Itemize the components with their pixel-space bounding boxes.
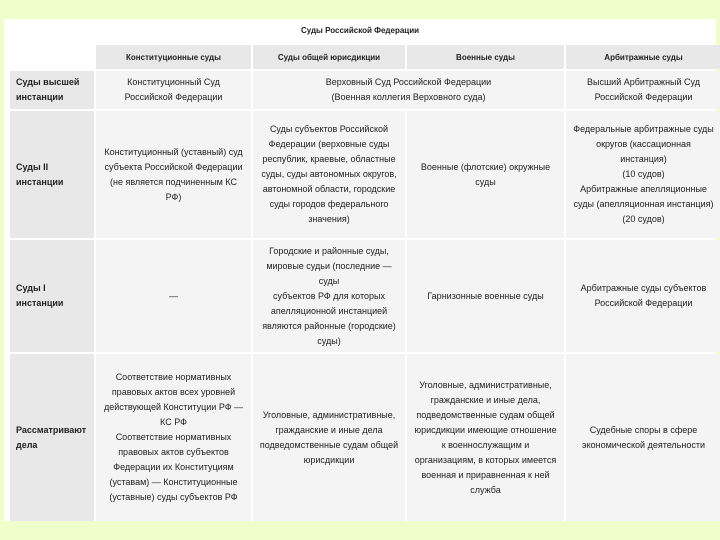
column-header-general: Суды общей юрисдикции: [253, 45, 405, 69]
cell-military-cases: Уголовные, административные, гражданские и иные дела, подведомственные судам общей юрисдикции имеющие отношение к военнослужащим и организациям, в которых имеется военная и приравненная к ней служба: [407, 354, 564, 521]
column-header-arbitration: Арбитражные суды: [566, 45, 720, 69]
cell-arbitration-second: Федеральные арбитражные суды округов (кассационная инстанция) (10 судов) Арбитражные апелляционные суды (апелляционная инстанция) (20 судов): [566, 111, 720, 238]
cell-general-first: Городские и районные суды, мировые судьи (последние — суды субъектов РФ для которых апелляционной инстанцией являются районные (городские) суды): [253, 240, 405, 352]
corner-cell: [10, 45, 94, 69]
cell-constitutional-cases: Соответствие нормативных правовых актов всех уровней действующей Конституции РФ — КС РФ Соответствие нормативных правовых актов субъектов Федерации их Конституциям (уставам) — Конституционные (уставные) суды субъектов РФ: [96, 354, 251, 521]
row-header-case-types: Рассматривают дела: [10, 354, 94, 521]
table-row: [10, 240, 720, 352]
cell-arbitration-highest: Высший Арбитражный Суд Российской Федерации: [566, 71, 720, 109]
table-header-row: [10, 45, 720, 69]
cell-constitutional-first: —: [96, 240, 251, 352]
cell-military-second: Военные (флотские) окружные суды: [407, 111, 564, 238]
table-row: [10, 354, 720, 521]
cell-general-second: Суды субъектов Российской Федерации (верховные суды республик, краевые, областные суды, суды автономных округов, автономной области, городские суды городов федерального значения): [253, 111, 405, 238]
cell-constitutional-second: Конституционный (уставный) суд субъекта Российской Федерации (не является подчиненным КС РФ): [96, 111, 251, 238]
table-row: [10, 111, 720, 238]
row-header-first-instance: Суды I инстанции: [10, 240, 94, 352]
courts-table: [8, 43, 720, 523]
row-header-second-instance: Суды II инстанции: [10, 111, 94, 238]
table-row: [10, 71, 720, 109]
cell-arbitration-first: Арбитражные суды субъектов Российской Федерации: [566, 240, 720, 352]
row-header-highest: Суды высшей инстанции: [10, 71, 94, 109]
cell-general-cases: Уголовные, административные, гражданские и иные дела подведомственные судам общей юрисдикции: [253, 354, 405, 521]
cell-military-first: Гарнизонные военные суды: [407, 240, 564, 352]
column-header-military: Военные суды: [407, 45, 564, 69]
table-caption: Суды Российской Федерации: [300, 26, 420, 35]
cell-constitutional-highest: Конституционный Суд Российской Федерации: [96, 71, 251, 109]
cell-arbitration-cases: Судебные споры в сфере экономической деятельности: [566, 354, 720, 521]
column-header-constitutional: Конституционные суды: [96, 45, 251, 69]
cell-general-military-highest: Верховный Суд Российской Федерации (Военная коллегия Верховного суда): [253, 71, 564, 109]
page-sheet: [4, 19, 716, 521]
